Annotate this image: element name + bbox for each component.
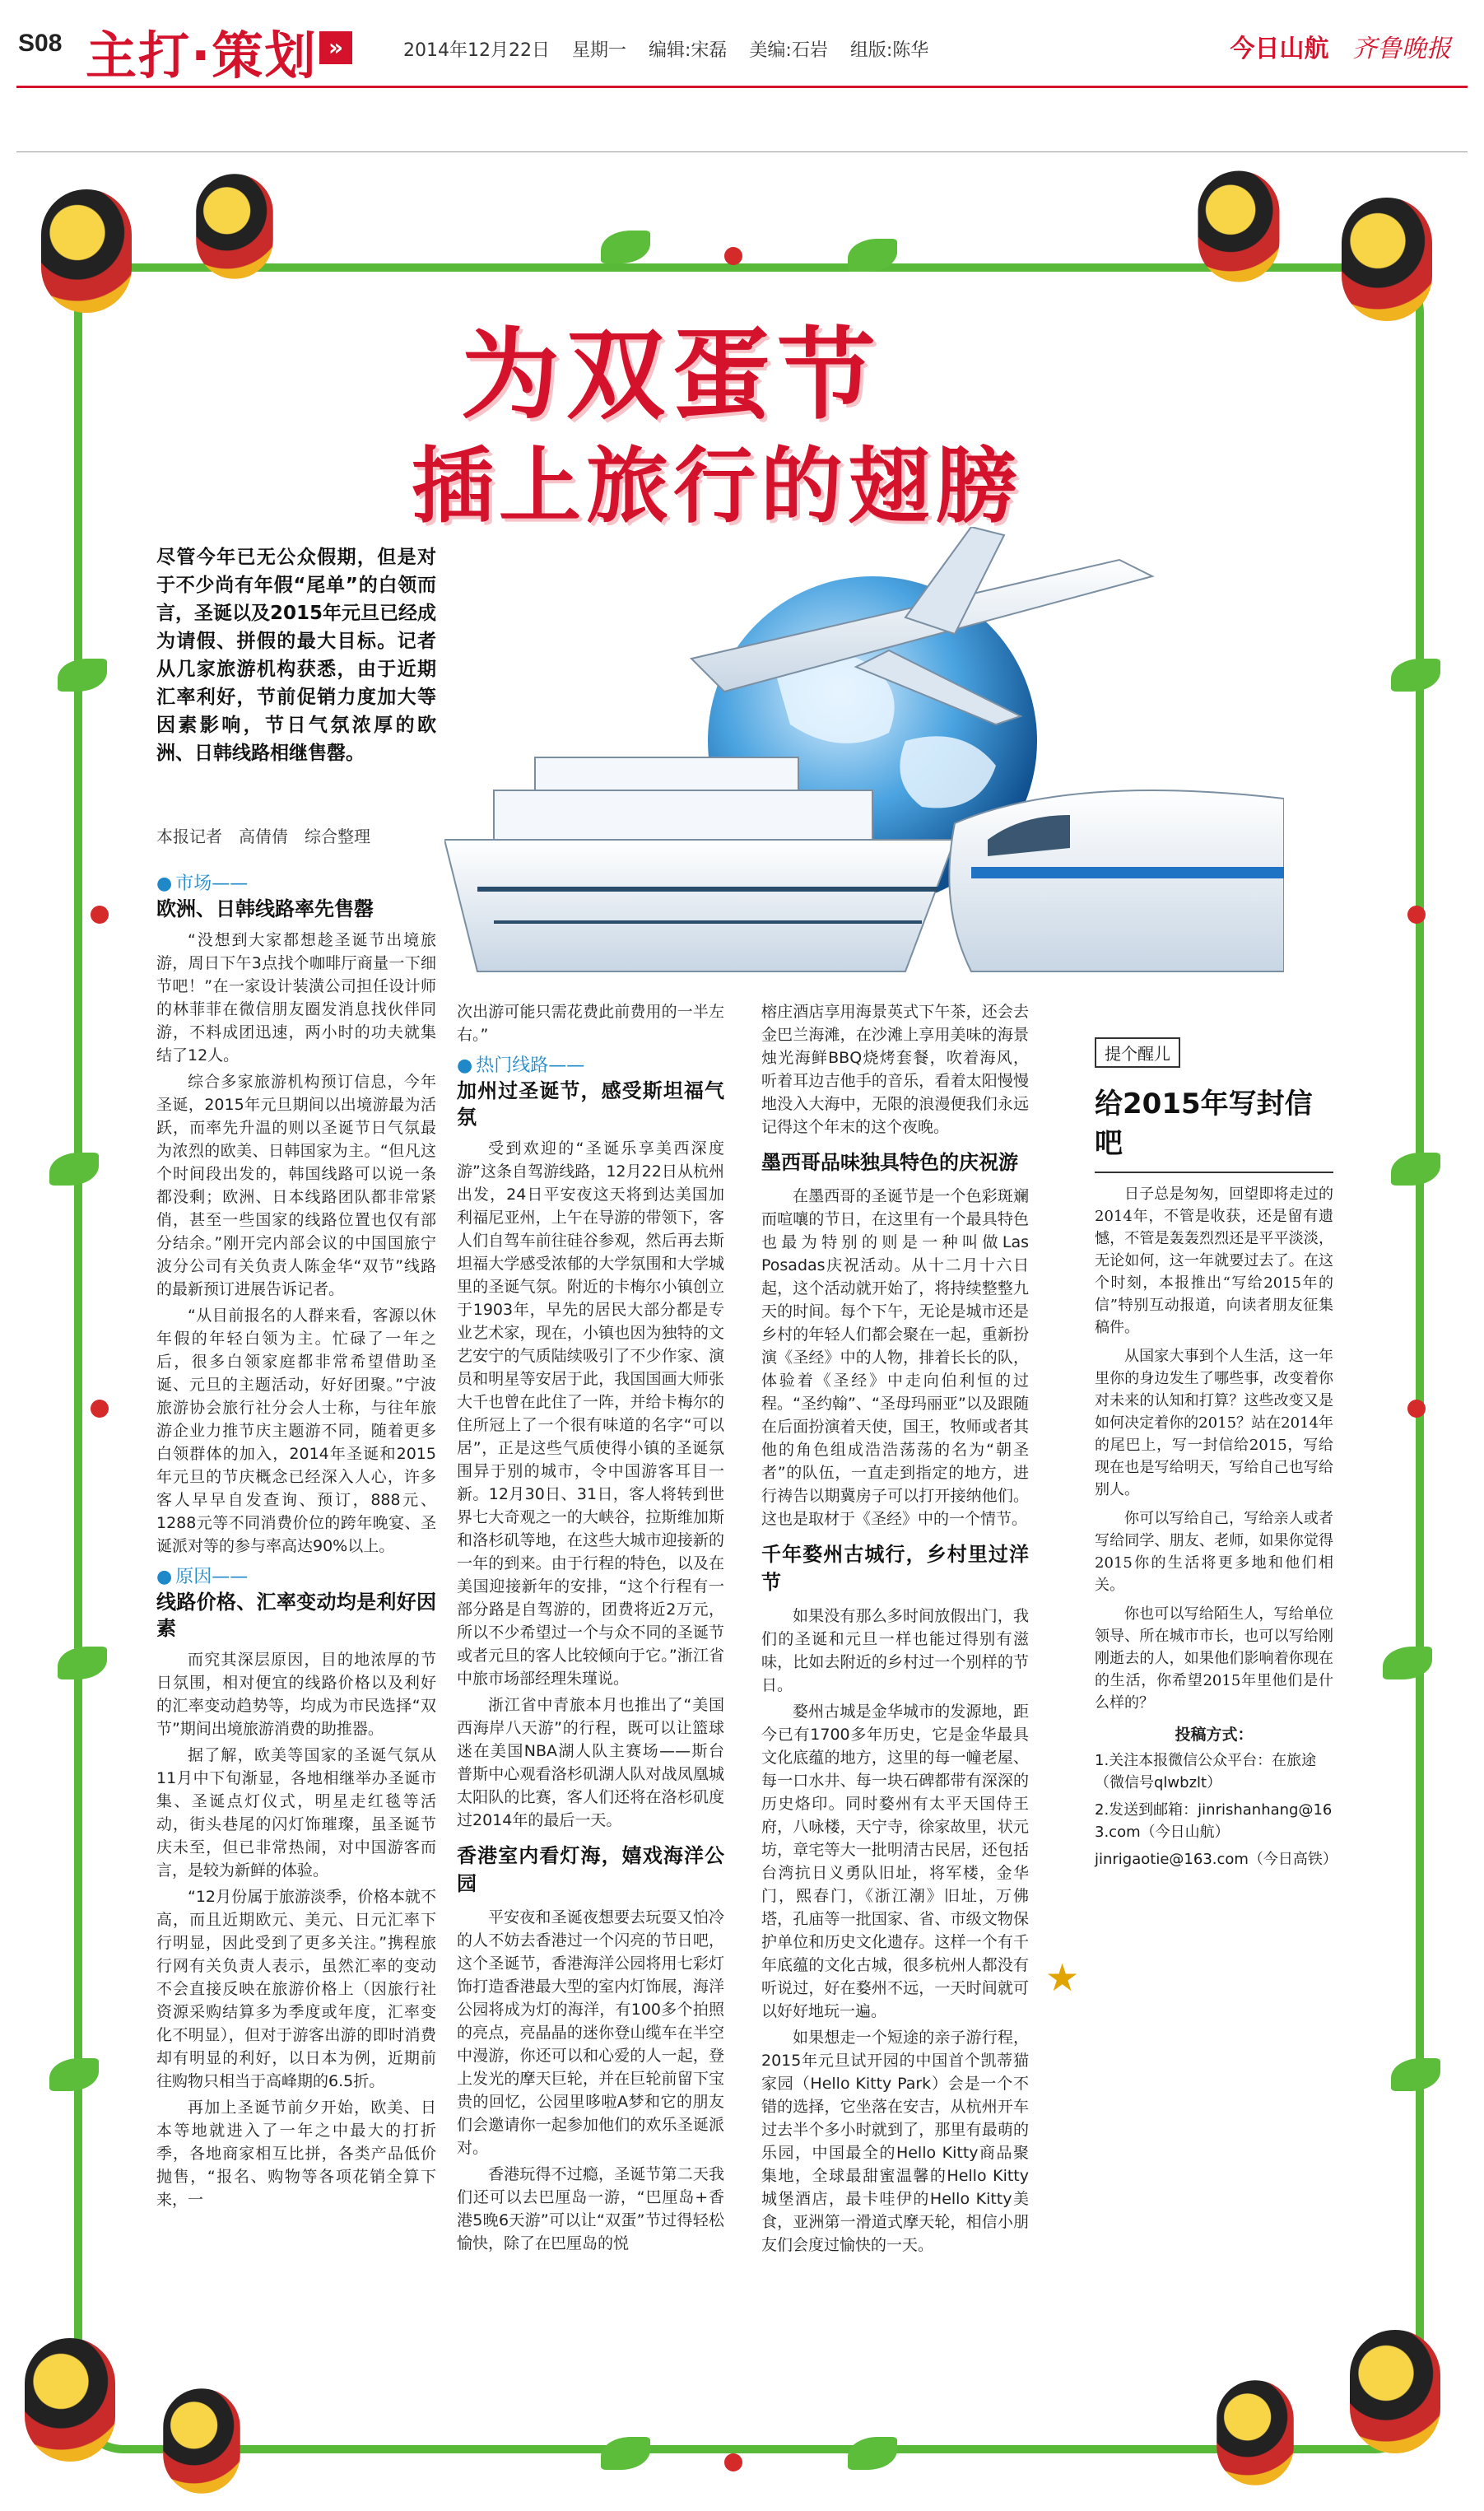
contribution-heading: 投稿方式：	[1175, 1726, 1254, 1744]
meta-layout: 组版:陈华	[849, 40, 929, 61]
meta-weekday: 星期一	[571, 40, 626, 61]
berry-icon	[91, 1400, 109, 1418]
paragraph: 如果没有那么多时间放假出门，我们的圣诞和元旦一样也能过得别有滋味，比如去附近的乡村过一个别样的节日。	[761, 1607, 1029, 1694]
meta-editor: 编辑:宋磊	[649, 40, 728, 61]
newspaper-logo: 齐鲁晚报	[1352, 35, 1451, 63]
ornament-icon	[1198, 171, 1280, 282]
star-icon: ★	[1045, 1955, 1080, 2000]
brand	[1230, 28, 1451, 64]
berry-icon	[1407, 906, 1426, 924]
subhead-market	[156, 873, 436, 922]
paragraph: “12月份属于旅游淡季，价格本就不高，而且近期欧元、美元、日元汇率下行明显，因此受到了更多关注。”携程旅行网有关负责人表示，虽然汇率的变动不会直接反映在旅游价格上（因旅行社资源采购结算多为季度或年度，汇率变化不明显），但对于游客出游的即时消费却有明显的利好，以日本为例，近期前往购物只相当于高峰期的6.5折。	[156, 1888, 436, 2090]
headline-line-1: 为双蛋节	[461, 319, 882, 433]
subhead-mexico: 墨西哥品味独具特色的庆祝游	[761, 1151, 1018, 1174]
berry-icon	[724, 247, 742, 265]
contribution-email-1: 2.发送到邮箱：jinrishanhang@163.com（今日山航）	[1095, 1801, 1333, 1841]
headline-line-2: 插上旅行的翅膀	[412, 438, 1022, 534]
ornament-icon	[196, 174, 273, 279]
divider	[1095, 1172, 1333, 1173]
lead-paragraph: 尽管今年已无公众假期，但是对于不少尚有年假“尾单”的白领而言，圣诞以及2015年元旦已经成为请假、拼假的最大目标。记者从几家旅游机构获悉，由于近期汇率利好，节前促销力度加大等因素影响，节日气氛浓厚的欧洲、日韩线路相继售罄。	[156, 547, 437, 764]
reminder-title: 给2015年写封信吧	[1095, 1088, 1313, 1160]
ornament-icon	[41, 189, 132, 313]
byline: 本报记者 高倩倩 综合整理	[156, 827, 370, 846]
article-column-1	[156, 864, 436, 2215]
paragraph: 次出游可能只需花费此前费用的一半左右。”	[457, 1003, 724, 1044]
ornament-icon	[1217, 2380, 1294, 2485]
subhead-tag: ● 市场——	[156, 873, 248, 894]
meta-date: 2014年12月22日	[403, 40, 550, 61]
subhead-tag: ● 原因——	[156, 1567, 248, 1587]
ornament-icon	[1342, 198, 1432, 321]
reminder-box	[1095, 1037, 1337, 1968]
paragraph: 香港玩得不过瘾，圣诞节第二天我们还可以去巴厘岛一游，“巴厘岛+香港5晚6天游”可以让“双蛋”节过得轻松愉快，除了在巴厘岛的悦	[457, 2165, 724, 2252]
ornament-icon	[163, 2388, 240, 2494]
subhead-reason	[156, 1566, 436, 1642]
paragraph: “没想到大家都想趁圣诞节出境旅游，周日下午3点找个咖啡厅商量一下细节吧！”在一家设计装潢公司担任设计师的林菲菲在微信朋友圈发消息找伙伴同游，不料成团迅速，两小时的功夫就集结了12人。	[156, 931, 436, 1064]
page-number: S08	[18, 30, 63, 57]
header-rule-thin	[16, 151, 1468, 152]
paragraph: 从国家大事到个人生活，这一年里你的身边发生了哪些事，改变着你对未来的认知和打算？这些改变又是如何决定着你的2015？站在2014年的尾巴上，写一封信给2015，写给现在也是写给明天，写给自己也写给别人。	[1095, 1348, 1333, 1498]
masthead	[0, 0, 1484, 148]
paragraph: 平安夜和圣诞夜想要去玩耍又怕冷的人不妨去香港过一个闪亮的节日吧，这个圣诞节，香港海洋公园将用七彩灯饰打造香港最大型的室内灯饰展，海洋公园将成为灯的海洋，有100多个拍照的亮点，亮晶晶的迷你登山缆车在半空中漫游，你还可以和心爱的人一起，登上发光的摩天巨轮，并在巨轮前留下宝贵的回忆，公园里哆啦A梦和它的朋友们会邀请你一起参加他们的欢乐圣诞派对。	[457, 1908, 724, 2157]
subhead-wuzhou: 千年婺州古城行，乡村里过洋节	[761, 1543, 1029, 1594]
paragraph: 榕庄酒店享用海景英式下午茶，还会去金巴兰海滩，在沙滩上享用美味的海景烛光海鲜BBQ烧烤套餐，吹着海风，听着耳边吉他手的音乐，看着太阳慢慢地没入大海中，无限的浪漫便我们永远记得这个年末的这个夜晚。	[761, 1003, 1029, 1136]
subhead-hot-routes	[457, 1055, 724, 1130]
holly-leaf-icon	[601, 231, 650, 263]
paragraph: 受到欢迎的“圣诞乐享美西深度游”这条自驾游线路，12月22日从杭州出发，24日平安夜这天将到达美国加利福尼亚州，上午在导游的带领下，客人们自驾车前往硅谷参观，然后再去斯坦福大学感受浓郁的大学氛围和大学城里的圣诞气氛。附近的卡梅尔小镇创立于1903年，早先的居民大部分都是专业艺术家，现在，小镇也因为独特的文艺安宁的气质陆续吸引了不少作家、演员和明星等安居于此，我国国画大师张大千也曾在此住了一阵，并给卡梅尔的住所冠上了一个很有味道的名字“可以居”，正是这些气质使得小镇的圣诞氛围异于别的城市，令中国游客耳目一新。12月30日、31日，客人将转到世界七大奇观之一的大峡谷，拉斯维加斯和洛杉矶等地，在这些大城市迎接新的一年的到来。由于行程的特色，以及在美国迎接新年的安排，“这个行程有一部分路是自驾游的，团费将近2万元，所以不少希望过一个与众不同的圣诞节或者元旦的客人比较倾向于它。”浙江省中旅市场部经理朱瑾说。	[457, 1139, 724, 1688]
contribution-wechat: 1.关注本报微信公众平台：在旅途（微信号qlwbzlt）	[1095, 1752, 1317, 1791]
header-rule	[16, 86, 1468, 88]
high-speed-train-icon	[949, 790, 1284, 971]
ornament-icon	[25, 2338, 115, 2462]
paragraph: 综合多家旅游机构预订信息，今年圣诞，2015年元旦期间以出境游最为活跃，而率先升温的则以圣诞节日气氛最为浓烈的欧美、日韩国家为主。“但凡这个时间段出发的，韩国线路可以说一条都没剩；欧洲、日本线路团队都非常紧俏，甚至一些国家的线路位置也仅有部分结余。”刚开完内部会议的中国国旅宁波分公司有关负责人陈金华“双节”线路的最新预订进展告诉记者。	[156, 1073, 436, 1298]
paragraph: 婺州古城是金华城市的发源地，距今已有1700多年历史，它是金华最具文化底蕴的地方，这里的每一幢老屋、每一口水井、每一块石碑都带有深深的历史烙印。同时婺州有太平天国侍王府，八咏楼，天宁寺，徐家故里，状元坊，章宅等大一批明清古民居，还包括台湾抗日义勇队旧址，将军楼，金华门，熙春门，《浙江潮》旧址，万佛塔，孔庙等一批国家、省、市级文物保护单位和历史文化遗存。这样一个有千年底蕴的文化古城，很多杭州人都没有听说过，好在婺州不远，一天时间就可以好好地玩一遍。	[761, 1703, 1029, 2020]
chevron-right-icon: »	[319, 31, 352, 64]
subhead-title: 线路价格、汇率变动均是利好因素	[156, 1591, 436, 1640]
paragraph: 如果想走一个短途的亲子游行程，2015年元旦试开园的中国首个凯蒂猫家园（Hello Kitty Park）会是一个不错的选择，它坐落在安吉，从杭州开车过去半个多小时就到了，那里有最萌的乐园，中国最全的Hello Kitty商品聚集地，全球最甜蜜温馨的Hello Kitty城堡酒店，最卡哇伊的Hello Kitty美食，亚洲第一滑道式摩天轮，相信小朋友们会度过愉快的一天。	[761, 2029, 1029, 2254]
section-title: 主打·策划	[86, 26, 318, 86]
contribution-email-2: jinrigaotie@163.com（今日高铁）	[1095, 1851, 1337, 1868]
paragraph: 在墨西哥的圣诞节是一个色彩斑斓而喧嚷的节日，在这里有一个最具特色也最为特别的则是一种叫做Las Posadas庆祝活动。从十二月十六日起，这个活动就开始了，将持续整整九天的时间。每个下午，无论是城市还是乡村的年轻人们都会聚在一起，重新扮演《圣经》中的人物，排着长长的队，体验着《圣经》中走向伯利恒的过程。“圣约翰”、“圣母玛丽亚”以及跟随在后面扮演着天使，国王，牧师或者其他的角色组成浩浩荡荡的名为“朝圣者”的队伍，一直走到指定的地方，进行祷告以期冀房子可以打开接纳他们。这也是取材于《圣经》中的一个情节。	[761, 1187, 1029, 1528]
paragraph: 日子总是匆匆，回望即将走过的2014年，不管是收获，还是留有遗憾，不管是轰轰烈烈还是平平淡淡，无论如何，这一年就要过去了。在这个时刻，本报推出“写给2015年的信”特别互动报道，向读者朋友征集稿件。	[1095, 1186, 1333, 1336]
subhead-tag: ● 热门线路——	[457, 1055, 584, 1076]
subhead-title: 加州过圣诞节，感受斯坦福气氛	[457, 1079, 724, 1129]
paragraph: 浙江省中青旅本月也推出了“美国西海岸八天游”的行程，既可以让篮球迷在美国NBA湖人队主赛场——斯台普斯中心观看洛杉矶湖人队对战凤凰城太阳队的比赛，客人们还将在洛杉矶度过2014年的最后一天。	[457, 1696, 724, 1829]
ornament-icon	[1350, 2330, 1440, 2453]
reminder-label: 提个醒儿	[1095, 1037, 1180, 1068]
article-column-3	[761, 1000, 1029, 2260]
berry-icon	[724, 2453, 742, 2471]
meta-designer: 美编:石岩	[749, 40, 828, 61]
page-meta	[403, 36, 945, 62]
paragraph: 而究其深层原因，目的地浓厚的节日氛围，相对便宜的线路价格以及利好的汇率变动趋势等，均成为市民选择“双节”期间出境旅游消费的助推器。	[156, 1651, 436, 1738]
brand-supplement: 今日山航	[1230, 35, 1329, 63]
subhead-title: 欧洲、日韩线路率先售罄	[156, 897, 374, 920]
article-column-2	[457, 1000, 724, 2258]
berry-icon	[91, 906, 109, 924]
paragraph: 你也可以写给陌生人，写给单位领导、所在城市市长，也可以写给刚刚逝去的人，如果他们影响着你现在的生活，你希望2015年里他们是什么样的？	[1095, 1605, 1333, 1712]
paragraph: 据了解，欧美等国家的圣诞气氛从11月中下旬渐显，各地相继举办圣诞市集、圣诞点灯仪式，明星走红毯等活动，街头巷尾的闪灯饰璀璨，虽圣诞节庆未至，但已非常热闹，对中国游客而言，是较为新鲜的体验。	[156, 1746, 436, 1880]
paragraph: 你可以写给自己，写给亲人或者写给同学、朋友、老师，如果你觉得2015你的生活将更多地和他们相关。	[1095, 1510, 1333, 1594]
paragraph: “从目前报名的人群来看，客源以休年假的年轻白领为主。忙碌了一年之后，很多白领家庭都非常希望借助圣诞、元旦的主题活动，好好团聚。”宁波旅游协会旅行社分会人士称，与往年旅游企业力推节庆主题游不同，随着更多白领群体的加入，2014年圣诞和2015年元旦的节庆概念已经深入人心，许多客人早早自发查询、预订，888元、1288元等不同消费价位的跨年晚宴、圣诞派对等的参与率高达90%以上。	[156, 1307, 436, 1555]
berry-icon	[1407, 1400, 1426, 1418]
subhead-hongkong: 香港室内看灯海，嬉戏海洋公园	[457, 1844, 724, 1895]
travel-illustration	[444, 527, 1284, 988]
paragraph: 再加上圣诞节前夕开始，欧美、日本等地就进入了一年之中最大的打折季，各地商家相互比拼，各类产品低价抛售，“报名、购物等各项花销全算下来，一	[156, 2099, 436, 2209]
